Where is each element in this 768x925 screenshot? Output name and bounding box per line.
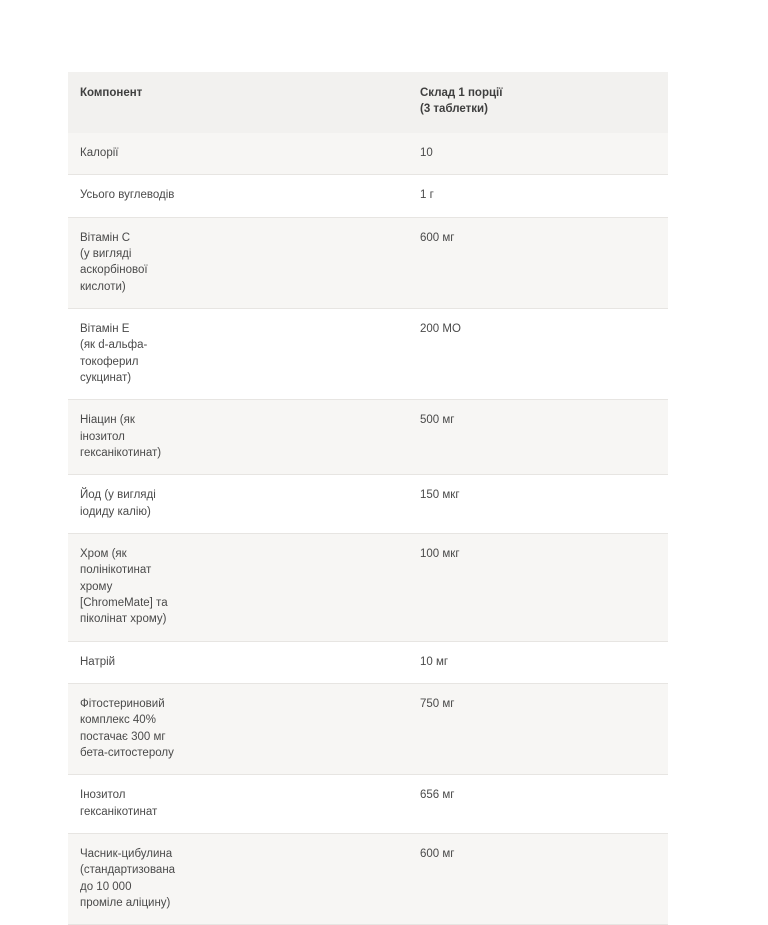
cell-component (68, 217, 408, 308)
cell-amount-value: 656 мг (420, 789, 455, 802)
cell-component-line: [ChromeMate] та (80, 596, 168, 609)
cell-amount-value: 600 мг (420, 231, 455, 244)
cell-component-line: Усього вуглеводів (80, 189, 175, 202)
cell-component-line: кислоти) (80, 280, 126, 293)
table-header (68, 72, 668, 133)
cell-component-line: іодиду калію) (80, 505, 151, 518)
cell-component (68, 775, 408, 834)
cell-component-line: бета-ситостеролу (80, 746, 174, 759)
column-header-serving-line2: (3 таблетки) (420, 102, 488, 115)
cell-component-line: до 10 000 (80, 880, 132, 893)
cell-amount (408, 833, 668, 924)
cell-component (68, 133, 408, 175)
cell-component (68, 833, 408, 924)
cell-component-line: аскорбінової (80, 264, 148, 277)
table-row (68, 133, 668, 175)
table-row (68, 641, 668, 683)
cell-component-line: піколінат хрому) (80, 613, 167, 626)
cell-component-line: Вітамін E (80, 323, 130, 335)
cell-amount-value: 150 мкг (420, 489, 460, 502)
cell-amount-value: 600 мг (420, 847, 455, 860)
cell-component-line: Фітостериновий (80, 697, 165, 710)
cell-component-line: постачає 300 мг (80, 730, 166, 743)
cell-amount-value: 500 мг (420, 414, 455, 427)
table-row (68, 309, 668, 400)
table-row (68, 683, 668, 774)
cell-amount-value: 750 мг (420, 697, 455, 710)
cell-component-line: гексанікотинат) (80, 446, 162, 459)
column-header-serving-line1: Склад 1 порції (420, 87, 503, 99)
cell-amount (408, 775, 668, 834)
cell-amount-value: 200 МО (420, 323, 461, 335)
cell-amount (408, 133, 668, 175)
table-row (68, 175, 668, 217)
cell-component-line: інозитол (80, 430, 125, 443)
cell-component-line: гексанікотинат (80, 805, 158, 818)
cell-amount-value: 10 мг (420, 655, 449, 668)
table-row (68, 217, 668, 308)
cell-component (68, 309, 408, 400)
cell-amount (408, 309, 668, 400)
cell-amount (408, 683, 668, 774)
cell-amount-value: 10 (420, 147, 433, 160)
cell-component-line: (стандартизована (80, 864, 176, 877)
supplement-facts-table (68, 72, 668, 925)
cell-component-line: Калорії (80, 147, 119, 160)
cell-amount-value: 1 г (420, 189, 434, 202)
table-row (68, 833, 668, 924)
cell-component (68, 400, 408, 475)
column-header-serving (408, 72, 668, 133)
cell-component-line: Інозитол (80, 789, 126, 802)
table-row (68, 775, 668, 834)
cell-component-line: (як d-альфа- (80, 339, 148, 352)
cell-amount (408, 475, 668, 534)
cell-component (68, 641, 408, 683)
cell-component-line: полінікотинат (80, 564, 152, 577)
cell-component-line: Натрій (80, 655, 116, 668)
cell-component-line: Вітамін C (80, 231, 131, 244)
cell-component (68, 475, 408, 534)
table-body (68, 133, 668, 925)
cell-component-line: (у вигляді (80, 248, 132, 261)
table-row (68, 400, 668, 475)
cell-component (68, 683, 408, 774)
table-header-row (68, 72, 668, 133)
cell-component-line: Ніацин (як (80, 414, 135, 427)
table-row (68, 533, 668, 641)
cell-component-line: комплекс 40% (80, 714, 156, 727)
column-header-component (68, 72, 408, 133)
table-row (68, 475, 668, 534)
cell-component (68, 175, 408, 217)
cell-amount (408, 175, 668, 217)
cell-component-line: проміле аліцину) (80, 896, 171, 909)
cell-amount (408, 217, 668, 308)
cell-component-line: Часник-цибулина (80, 847, 173, 860)
cell-component-line: хрому (80, 580, 113, 593)
cell-component-line: токоферил (80, 355, 139, 368)
cell-component-line: Хром (як (80, 547, 127, 560)
cell-component-line: сукцинат) (80, 371, 132, 384)
supplement-facts-table-wrapper (68, 72, 668, 925)
cell-component-line: Йод (у вигляді (80, 489, 156, 502)
cell-component (68, 533, 408, 641)
cell-amount (408, 641, 668, 683)
cell-amount (408, 533, 668, 641)
cell-amount-value: 100 мкг (420, 547, 460, 560)
column-header-component-label: Компонент (80, 87, 143, 99)
cell-amount (408, 400, 668, 475)
